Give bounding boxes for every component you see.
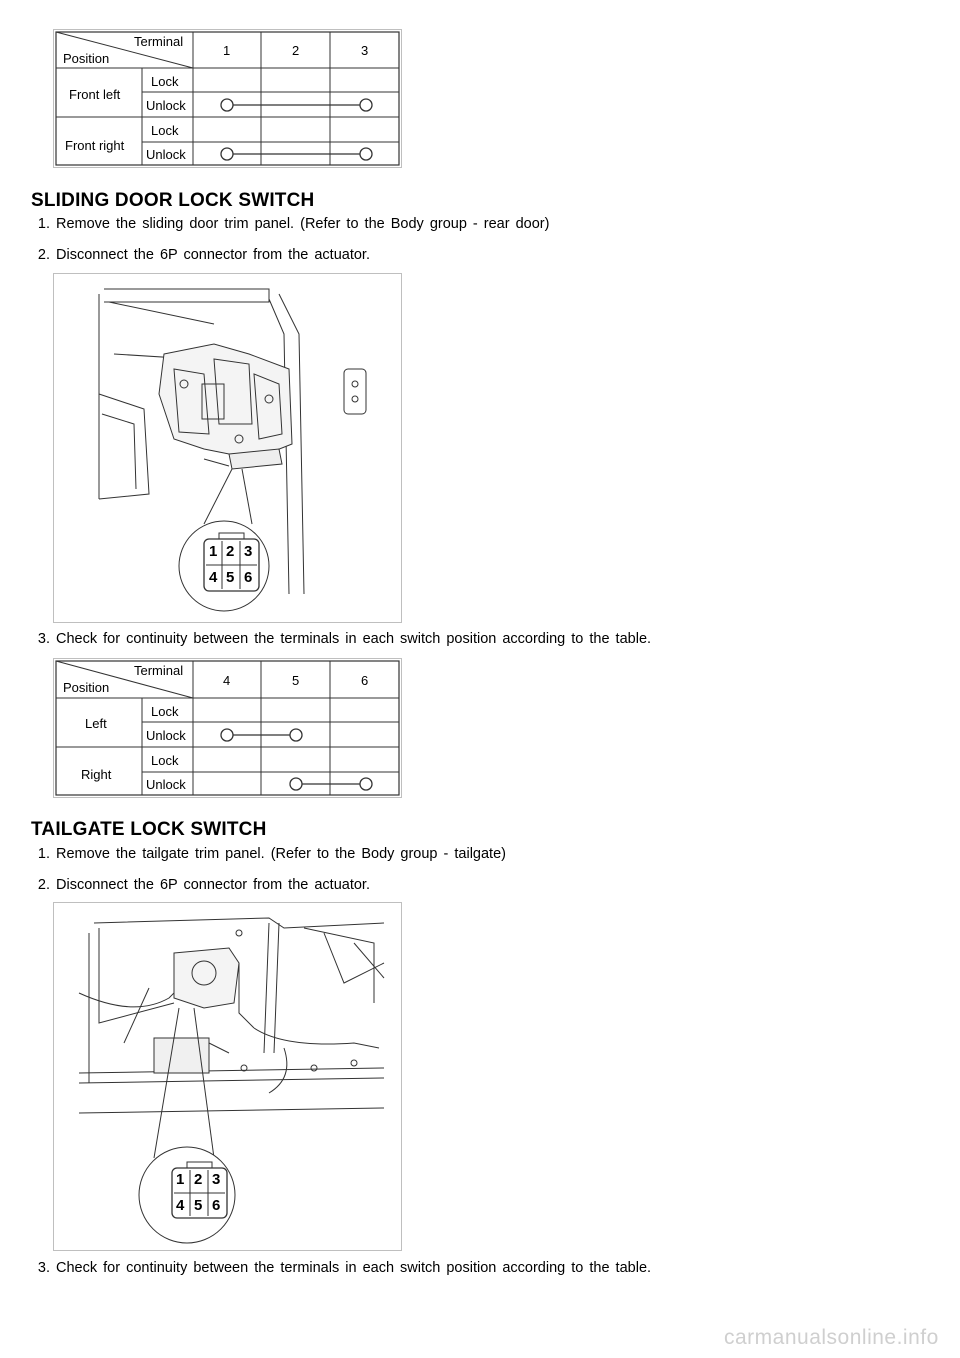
step-text: Remove the sliding door trim panel. (Refer to the Body group - rear door) [56, 216, 550, 232]
step-text: Disconnect the 6P connector from the actuator. [56, 247, 370, 263]
step-item [28, 877, 370, 893]
connector-pin-2: 2 [226, 543, 235, 560]
row-unlock: Unlock [146, 147, 186, 162]
header-position: Position [63, 51, 110, 66]
header-terminal: Terminal [134, 663, 184, 678]
terminal-1: 1 [223, 43, 231, 58]
figure-tailgate-actuator [53, 902, 402, 1251]
step-item [28, 846, 506, 862]
connector-pin-3: 3 [212, 1171, 221, 1188]
step-number: 2. [37, 247, 50, 263]
step-item [28, 1260, 651, 1276]
continuity-table-sliding [53, 658, 402, 798]
terminal-2: 2 [292, 43, 300, 58]
position-front-right: Front right [65, 138, 125, 153]
connector-pin-6: 6 [244, 569, 253, 586]
row-unlock: Unlock [146, 777, 186, 792]
terminal-6: 6 [361, 673, 369, 688]
terminal-3: 3 [361, 43, 369, 58]
connector-pin-1: 1 [209, 543, 218, 560]
connector-pin-3: 3 [244, 543, 253, 560]
step-number: 3. [37, 1260, 50, 1276]
terminal-5: 5 [292, 673, 300, 688]
step-number: 1. [37, 216, 50, 232]
step-number: 1. [37, 846, 50, 862]
figure-sliding-door-actuator [53, 273, 402, 623]
connector-pin-5: 5 [194, 1197, 203, 1214]
row-lock: Lock [151, 753, 179, 768]
row-unlock: Unlock [146, 98, 186, 113]
row-unlock: Unlock [146, 728, 186, 743]
step-item [28, 216, 549, 232]
position-front-left: Front left [69, 87, 121, 102]
continuity-table-front [53, 29, 402, 168]
row-lock: Lock [151, 704, 179, 719]
connector-pin-4: 4 [176, 1197, 185, 1214]
header-position: Position [63, 680, 110, 695]
position-left: Left [85, 716, 107, 731]
position-right: Right [81, 767, 112, 782]
connector-pin-5: 5 [226, 569, 235, 586]
connector-pin-4: 4 [209, 569, 218, 586]
section-heading-tailgate: TAILGATE LOCK SWITCH [31, 819, 267, 840]
step-number: 3. [37, 631, 50, 647]
step-item [28, 631, 651, 647]
step-text: Check for continuity between the terminals in each switch position according to the table. [56, 631, 652, 647]
section-heading-sliding: SLIDING DOOR LOCK SWITCH [31, 190, 315, 211]
header-terminal: Terminal [134, 34, 184, 49]
connector-pin-6: 6 [212, 1197, 221, 1214]
row-lock: Lock [151, 74, 179, 89]
step-item [28, 247, 370, 263]
step-text: Disconnect the 6P connector from the actuator. [56, 877, 370, 893]
step-number: 2. [37, 877, 50, 893]
terminal-4: 4 [223, 673, 231, 688]
tailgate-illustration [54, 903, 401, 1250]
row-lock: Lock [151, 123, 179, 138]
watermark: carmanualsonline.info [724, 1326, 939, 1349]
connector-pin-2: 2 [194, 1171, 203, 1188]
connector-pin-1: 1 [176, 1171, 185, 1188]
step-text: Remove the tailgate trim panel. (Refer to the Body group - tailgate) [56, 846, 506, 862]
step-text: Check for continuity between the terminals in each switch position according to the table. [56, 1260, 652, 1276]
